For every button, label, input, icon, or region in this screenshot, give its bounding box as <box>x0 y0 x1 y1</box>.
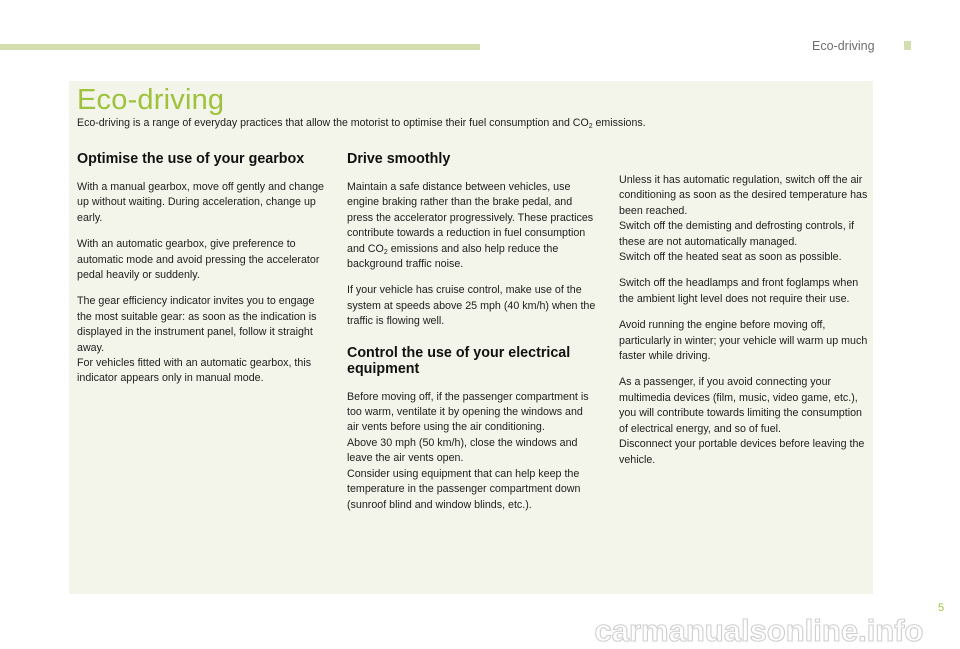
header-marker <box>904 41 911 50</box>
column-gearbox <box>77 151 327 398</box>
drive-text: Maintain a safe distance between vehicles, use engine braking rather than the brake pedal, and press the accelerator progressively. These practices contribute towards a reduction in fuel consumption and $CO_2$ emissions and also help reduce the background traffic noise. <box>347 181 594 271</box>
air-conditioning-text: Unless it has automatic regulation, switch off the air conditioning as soon as the desired temperature has been reached. Switch off the demisting and defrosting controls, if these are not automatically managed. Switch off the heated seat as soon as possible. <box>619 174 868 264</box>
column-drive <box>347 151 597 524</box>
column-electrical <box>619 173 871 479</box>
header-accent-bar <box>0 44 480 50</box>
cruise-control-text: If your vehicle has cruise control, make use of the system at speeds above 25 mph (40 km/h) when the traffic is flowing well. <box>347 284 596 328</box>
gearbox-heading: Optimise the use of your gearbox <box>77 151 305 167</box>
multimedia-text: As a passenger, if you avoid connecting your multimedia devices (film, music, video game, etc.), you will contribute towards limiting the consumption of electrical energy, and so of fuel. Disconnect your portable devices before leaving the vehicle. <box>619 376 865 466</box>
section-title: Eco-driving <box>812 39 875 53</box>
page-title: Eco-driving <box>77 84 225 116</box>
gearbox-automatic-text: With an automatic gearbox, give preference to automatic mode and avoid pressing the accelerator pedal heavily or suddenly. <box>77 238 320 282</box>
watermark-text: carmanualsonline.info <box>594 614 924 648</box>
page-number: 5 <box>938 602 945 614</box>
intro-text: Eco-driving is a range of everyday practices that allow the motorist to optimise their fuel consumption and $CO_2$ emissions. <box>77 117 646 130</box>
watermark-logo <box>560 614 958 648</box>
headlamps-text: Switch off the headlamps and front foglamps when the ambient light level does not require their use. <box>619 277 859 305</box>
drive-heading: Drive smoothly <box>347 151 451 167</box>
engine-warmup-text: Avoid running the engine before moving off, particularly in winter; your vehicle will warm up much faster while driving. <box>619 319 868 363</box>
electrical-heading: Control the use of your electrical equipment <box>347 344 571 377</box>
ventilation-text: Before moving off, if the passenger compartment is too warm, ventilate it by opening the windows and air vents before using the air conditioning. Above 30 mph (50 km/h), close the windows and leave the air vents open. Consider using equipment that can help keep the temperature in the passenger compartment down (sunroof blind and window blinds, etc.). <box>347 390 589 511</box>
gearbox-manual-text: With a manual gearbox, move off gently and change up without waiting. During acceleration, change up early. <box>77 181 324 224</box>
gear-indicator-text: The gear efficiency indicator invites you to engage the most suitable gear: as soon as the indication is displayed in the instrument panel, follow it straight away. For vehicles fitted with an automatic gearbox, this indicator appears only in manual mode. <box>77 295 317 385</box>
